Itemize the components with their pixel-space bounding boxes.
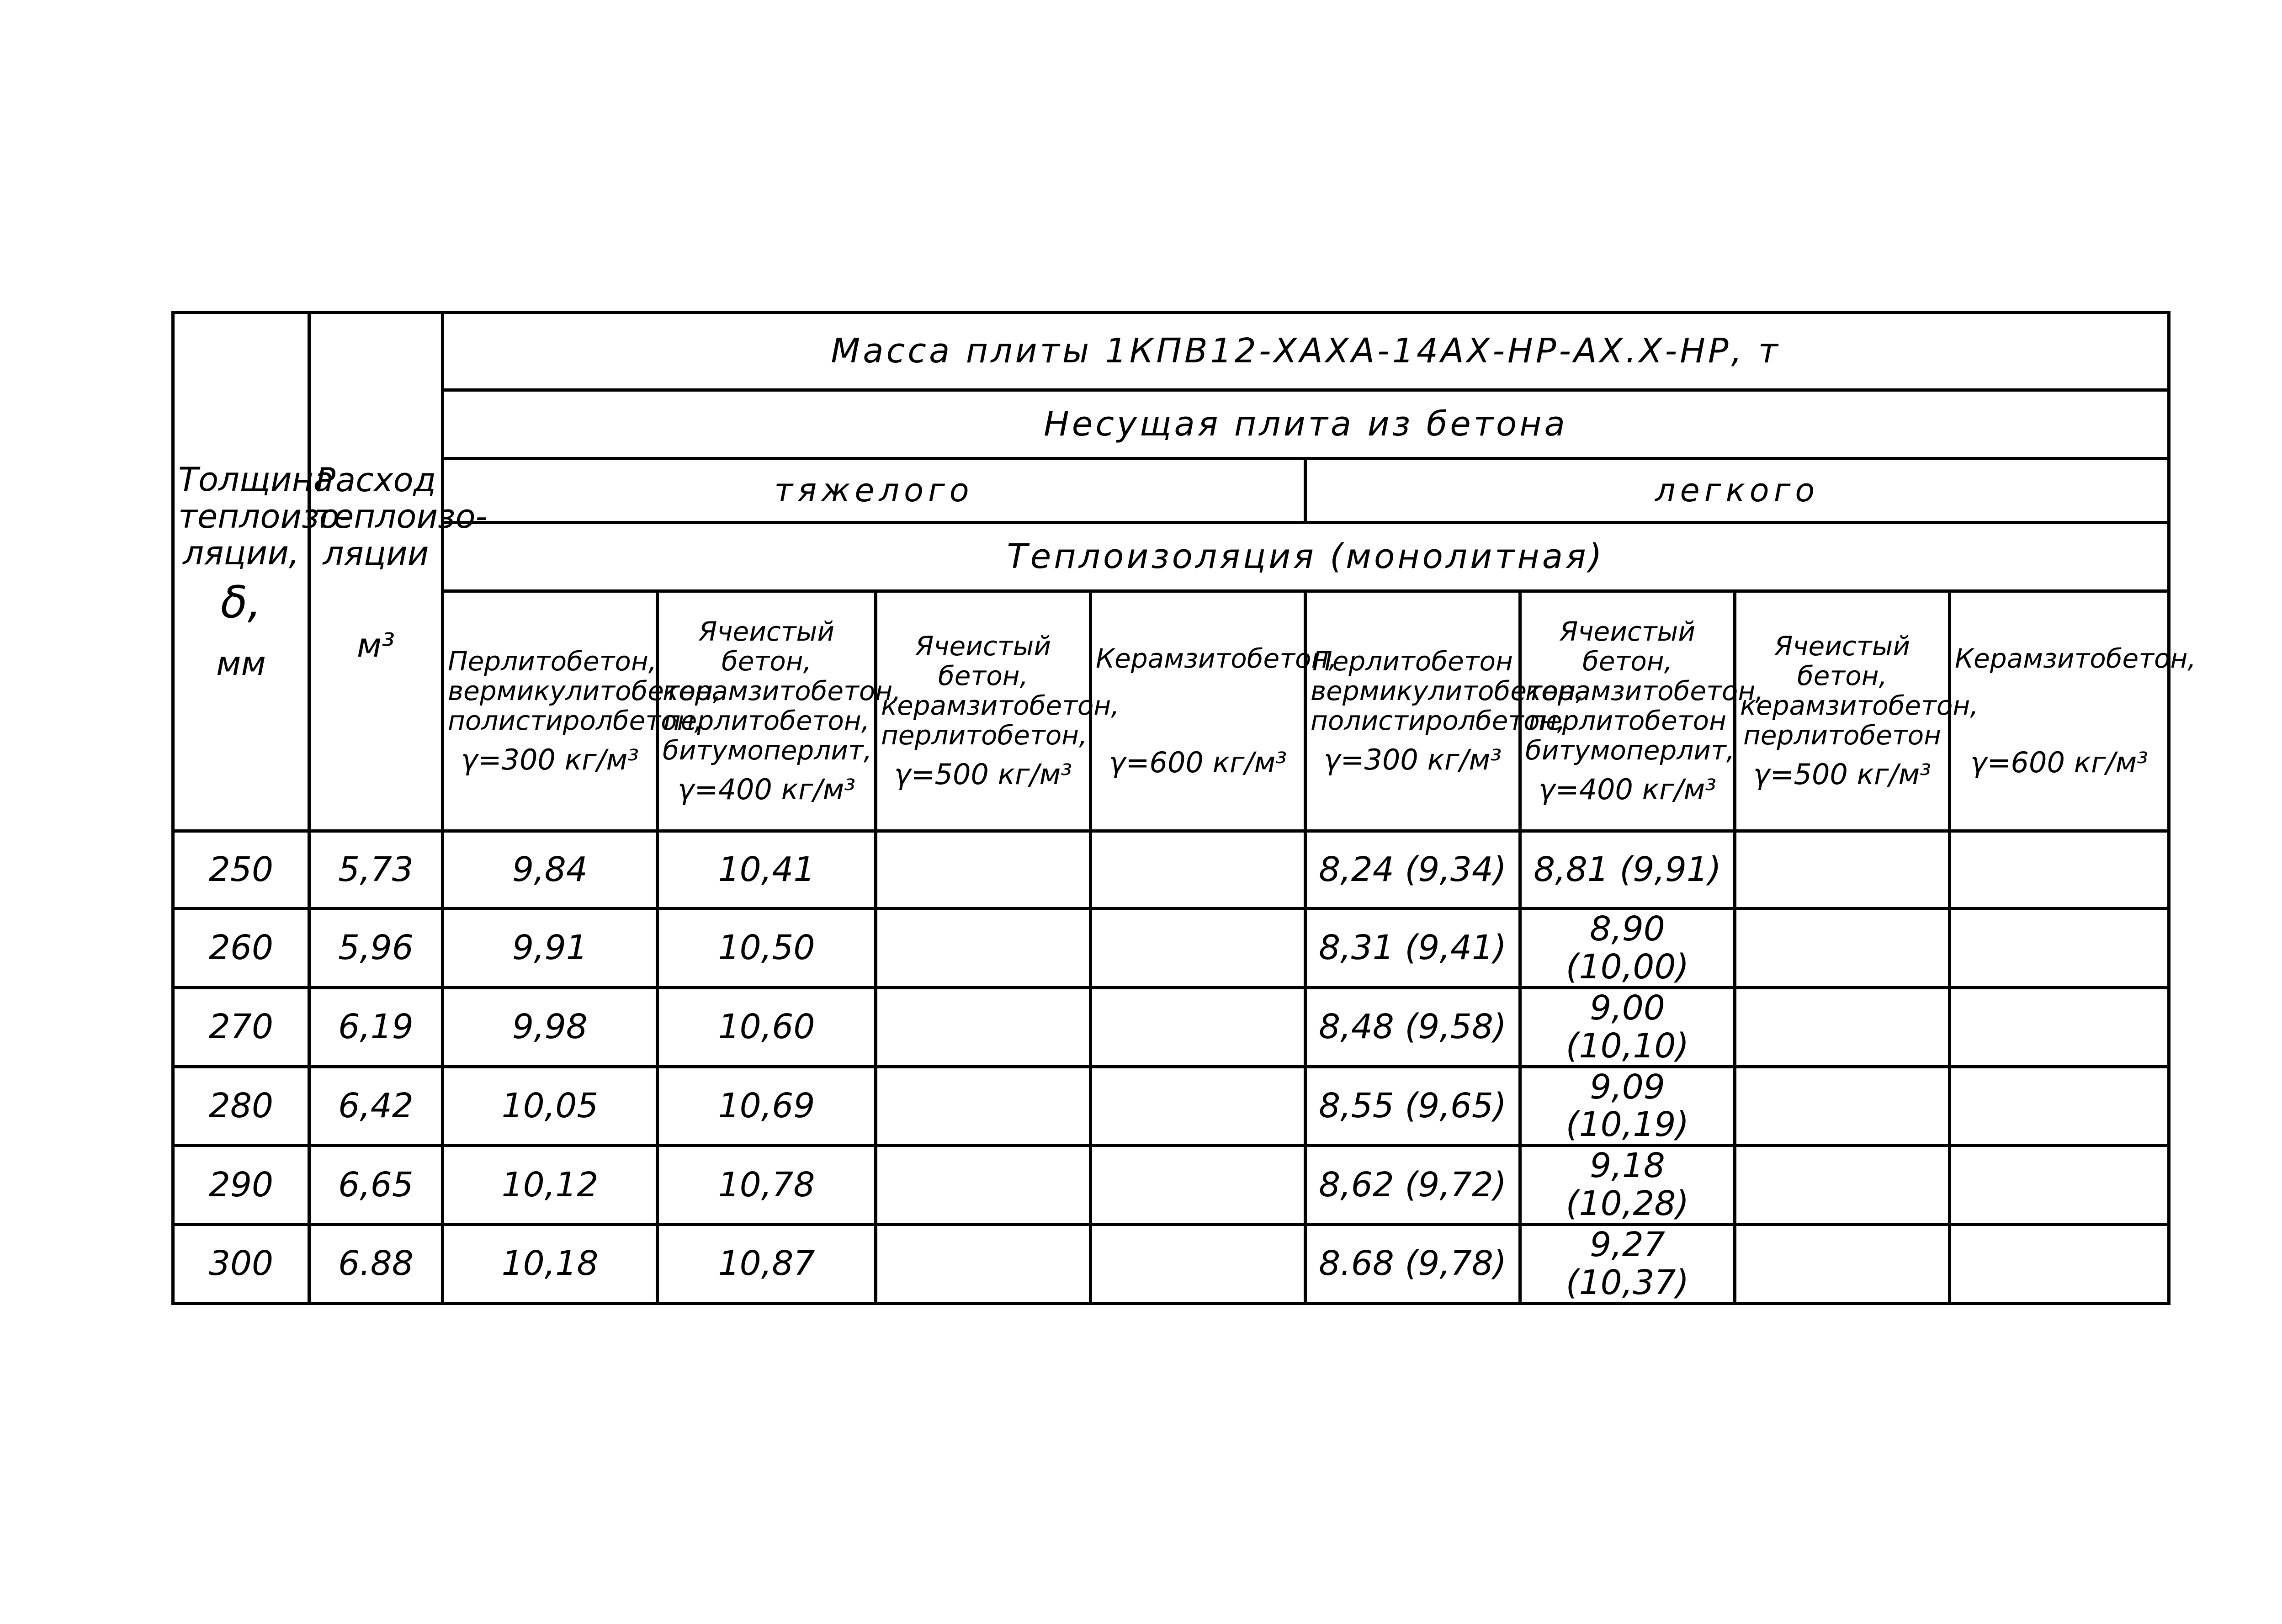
table-cell <box>1950 831 2169 909</box>
consumption-header <box>309 313 488 831</box>
material-density: γ=600 кг/м³ <box>1970 745 2149 779</box>
material-density: γ=300 кг/м³ <box>461 743 639 776</box>
table-cell: 6,42 <box>309 1067 443 1146</box>
table-cell: 10,69 <box>658 1067 876 1146</box>
table-title: Масса плиты 1КПВ12-ХАХА-14АХ-НР-АХ.Х-НР, т <box>443 313 2169 390</box>
table-cell: 10,12 <box>443 1146 658 1225</box>
table-cell <box>1950 1225 2169 1304</box>
table-cell <box>1091 1225 1306 1304</box>
insulation-header: Теплоизоляция (монолитная) <box>443 523 2169 591</box>
table-cell: 290 <box>173 1146 309 1225</box>
table-cell <box>876 831 1091 909</box>
material-density: γ=300 кг/м³ <box>1323 743 1502 776</box>
bearing-slab-header: Несущая плита из бетона <box>443 390 2169 459</box>
table-cell: 10,18 <box>443 1225 658 1304</box>
table-cell: 260 <box>173 909 309 988</box>
table-cell: 6.88 <box>309 1225 443 1304</box>
table-cell: 9,84 <box>443 831 658 909</box>
table-cell <box>1735 1067 1950 1146</box>
table-cell <box>1091 831 1306 909</box>
material-density: γ=600 кг/м³ <box>1109 745 1287 779</box>
table-cell <box>876 1067 1091 1146</box>
material-density: γ=400 кг/м³ <box>677 772 856 806</box>
material-cell <box>876 591 1120 831</box>
thickness-label-1: Толщина <box>178 460 334 499</box>
material-density: γ=400 кг/м³ <box>1538 772 1717 806</box>
table-cell: 9,09 (10,19) <box>1520 1067 1735 1146</box>
material-name: Ячеистый бетон, керамзитобетон, перлитобетон, битумоперлит, <box>663 616 901 766</box>
table-cell: 9,00 (10,10) <box>1520 987 1735 1067</box>
table-cell <box>1091 1067 1306 1146</box>
table-cell: 8,48 (9,58) <box>1306 987 1520 1067</box>
material-name: Перлитобетон, вермикулитобетон, полистиролбетон, <box>448 645 722 736</box>
table-cell: 300 <box>173 1225 309 1304</box>
material-cell <box>1735 591 1979 831</box>
table-cell: 8,90 (10,00) <box>1520 909 1735 988</box>
table-cell: 8,24 (9,34) <box>1306 831 1520 909</box>
table-row <box>173 1146 2169 1225</box>
material-cell <box>658 591 901 831</box>
table-cell: 8.68 (9,78) <box>1306 1225 1520 1304</box>
table-cell: 5,96 <box>309 909 443 988</box>
table-cell: 9,27 (10,37) <box>1520 1225 1735 1304</box>
table-cell: 10,87 <box>658 1225 876 1304</box>
table-row <box>173 1067 2169 1146</box>
table-cell <box>1950 1146 2169 1225</box>
material-cell <box>1306 591 1584 831</box>
thickness-unit: мм <box>216 644 266 683</box>
table-cell: 9,18 (10,28) <box>1520 1146 1735 1225</box>
thickness-label-2: теплоизо- <box>178 497 351 536</box>
material-name: Ячеистый бетон, керамзитобетон, перлитобетон, <box>881 631 1120 751</box>
material-name: Ячеистый бетон, керамзитобетон, перлитобетон битумоперлит, <box>1525 616 1764 766</box>
heavy-concrete-header: тяжелого <box>443 459 1306 523</box>
table-cell: 10,41 <box>658 831 876 909</box>
table-cell: 270 <box>173 987 309 1067</box>
table-cell <box>1735 831 1950 909</box>
table-cell: 8,81 (9,91) <box>1520 831 1735 909</box>
light-concrete-header: легкого <box>1306 459 2169 523</box>
consumption-unit: м³ <box>356 626 395 664</box>
table-cell: 8,31 (9,41) <box>1306 909 1520 988</box>
consumption-label-2: теплоизо- <box>314 497 488 536</box>
table-cell: 10,78 <box>658 1146 876 1225</box>
table-row <box>173 909 2169 988</box>
material-cell <box>1091 591 1337 831</box>
table-cell: 6,19 <box>309 987 443 1067</box>
table-cell: 5,73 <box>309 831 443 909</box>
table-row <box>173 831 2169 909</box>
table-cell <box>1950 909 2169 988</box>
thickness-symbol: δ, <box>220 576 262 628</box>
table-cell: 250 <box>173 831 309 909</box>
table-cell <box>1735 1146 1950 1225</box>
table-cell: 10,05 <box>443 1067 658 1146</box>
table-cell <box>1091 987 1306 1067</box>
material-name: Керамзитобетон, <box>1096 642 1337 674</box>
table-cell: 6,65 <box>309 1146 443 1225</box>
table-cell <box>876 909 1091 988</box>
material-name: Ячеистый бетон, керамзитобетон, перлитобетон <box>1740 631 1979 751</box>
material-density: γ=500 кг/м³ <box>894 758 1072 791</box>
consumption-label-1: Расход <box>315 460 436 499</box>
table-cell <box>1950 1067 2169 1146</box>
table-cell: 8,62 (9,72) <box>1306 1146 1520 1225</box>
table-row <box>173 1225 2169 1304</box>
material-cell <box>1520 591 1764 831</box>
table-cell: 9,91 <box>443 909 658 988</box>
table-row <box>173 987 2169 1067</box>
table-cell <box>876 987 1091 1067</box>
table-cell: 9,98 <box>443 987 658 1067</box>
table-cell <box>876 1225 1091 1304</box>
table-cell <box>1735 987 1950 1067</box>
table-cell <box>1950 987 2169 1067</box>
table-cell: 10,50 <box>658 909 876 988</box>
material-name: Перлитобетон вермикулитобетон, полистиролбетон, <box>1311 645 1584 736</box>
material-cell <box>443 591 722 831</box>
consumption-label-3: ляции <box>323 534 429 573</box>
table-cell <box>1735 909 1950 988</box>
material-density: γ=500 кг/м³ <box>1753 758 1932 791</box>
table-cell: 10,60 <box>658 987 876 1067</box>
table-cell <box>1091 1146 1306 1225</box>
table-cell <box>1735 1225 1950 1304</box>
table-cell: 280 <box>173 1067 309 1146</box>
material-cell <box>1950 591 2196 831</box>
mass-table <box>171 311 2196 1305</box>
table-cell <box>1091 909 1306 988</box>
table-cell: 8,55 (9,65) <box>1306 1067 1520 1146</box>
thickness-label-3: ляции, <box>183 534 299 573</box>
table-cell <box>876 1146 1091 1225</box>
material-name: Керамзитобетон, <box>1955 642 2196 674</box>
thickness-header <box>173 313 351 831</box>
